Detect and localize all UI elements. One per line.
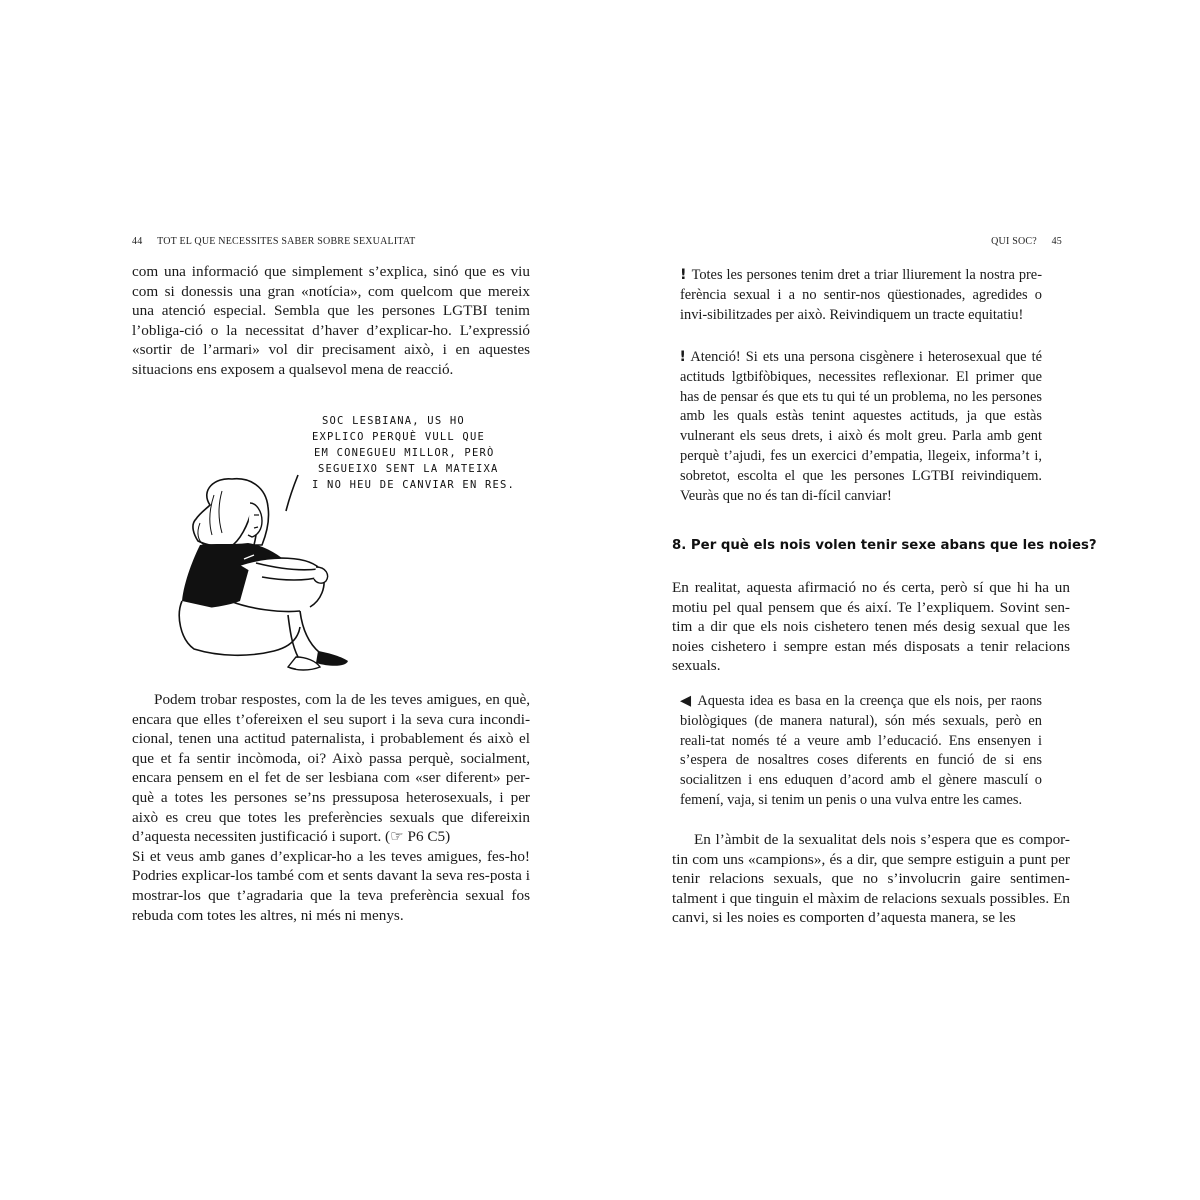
paragraph: En l’àmbit de la sexualitat dels nois s’espera que es compor-tin com uns «campions», és a dir, que sempre estiguin a punt per tenir relacions sexuals, que no s’involucrin gaire sentimen-talment i que tinguin el màxim de relacions sexuals possibles. En canvi, si les noies es comporten d’aquesta manera, se les — [672, 831, 1070, 927]
left-top-paragraph — [132, 262, 530, 380]
callout-idea — [680, 692, 1042, 811]
right-paragraph-1 — [672, 578, 1070, 676]
exclamation-icon: ! — [680, 267, 687, 283]
left-page-number: 44 — [132, 236, 143, 247]
callout-attention — [680, 348, 1042, 506]
speech-line-1: SOC LESBIANA, US HO — [322, 415, 465, 427]
section-heading: 8. Per què els nois volen tenir sexe abans que les noies? — [672, 538, 1097, 553]
callout-text: Totes les persones tenim dret a triar lliurement la nostra pre-ferència sexual i a no sentir-nos qüestionades, agredides o invi-sibilitzades per això. Reivindiquem un tracte equitatiu! — [680, 267, 1042, 323]
left-bottom-paragraphs — [132, 690, 530, 925]
callout-text: Atenció! Si ets una persona cisgènere i heterosexual que té actituds lgtbifòbiques, necessites reflexionar. El primer que has de pensar és que ets tu qui té un problema, no les persones amb les quals estàs tenint aquestes actituds, ja que estàs vulnerant els seus drets, i això és molt greu. Parla amb gent perquè t’ajudi, fes un exercici d’empatia, llegeix, informa’t i, sobretot, escolta el que les persones LGTBI reivindiquem. Veuràs que no és tan di-fícil canviar! — [680, 349, 1042, 504]
speech-line-2: EXPLICO PERQUÈ VULL QUE — [312, 431, 485, 443]
warning-icon: ǃ — [680, 349, 686, 365]
right-page-number: 45 — [1051, 236, 1062, 247]
speech-line-5: I NO HEU DE CANVIAR EN RES. — [312, 479, 516, 491]
megaphone-icon: ◀ — [680, 693, 693, 709]
right-paragraph-2 — [672, 830, 1070, 928]
paragraph: com una informació que simplement s’explica, sinó que es viu com si donessis una gran «notícia», com quelcom que mereix una atenció especial. Sembla que les persones LGTBI tenim l’obliga-ció o la necessitat d’haver d’explicar-ho. L’expressió «sortir de l’armari» vol dir precisament això, i en aquestes situacions ens exposem a qualsevol mena de reacció. — [132, 263, 530, 378]
callout-rights — [680, 266, 1042, 325]
left-running-head — [132, 236, 416, 247]
left-running-title: TOT EL QUE NECESSITES SABER SOBRE SEXUALITAT — [157, 236, 416, 247]
paragraph: Si et veus amb ganes d’explicar-ho a les teves amigues, fes-ho! Podries explicar-los també com et sents davant la seva res-posta i mostrar-los que t’agradaria que la teva preferència sexual fos rebuda com totes les altres, ni més ni menys. — [132, 847, 530, 924]
speech-line-3: EM CONEGUEU MILLOR, PERÒ — [314, 447, 495, 459]
paragraph: Podem trobar respostes, com la de les teves amigues, en què, encara que elles t’ofereixen el seu suport i la seva cura incondi-cional, tenen una actitud paternalista, i probablement és això el que et fa sentir incòmoda, oi? Això passa perquè, socialment, encara pensem en el fet de ser lesbiana com «ser diferent» per-què a totes les persones se’ns pressuposa heterosexuals, i per això es creu que totes les preferències sexuals que difereixin d’aquesta necessiten justificació i suport. (☞ P6 C5) — [132, 691, 530, 846]
speech-line-4: SEGUEIXO SENT LA MATEIXA — [318, 463, 499, 475]
paragraph: En realitat, aquesta afirmació no és certa, però sí que hi ha un motiu pel qual pensem que és així. Te l’expliquem. Sovint sen-tim a dir que els nois cishetero tenen més desig sexual que les noies cishetero i sempre estan més disposats a tenir relacions sexuals. — [672, 579, 1070, 675]
right-running-title: QUI SOC? — [991, 236, 1037, 247]
callout-text: Aquesta idea es basa en la creença que els nois, per raons biològiques (de manera natural), són més sexuals, però en reali-tat només té a veure amb l’educació. Ens ensenyen i s’espera de nosaltres coses diferents en funció de si ens socialitzen i ens eduquen d’acord amb el gènere masculí o femení, vaja, si tenim un penis o una vulva entre les cames. — [680, 693, 1042, 808]
right-running-head — [991, 236, 1062, 247]
illustration-seated-woman — [170, 395, 516, 675]
